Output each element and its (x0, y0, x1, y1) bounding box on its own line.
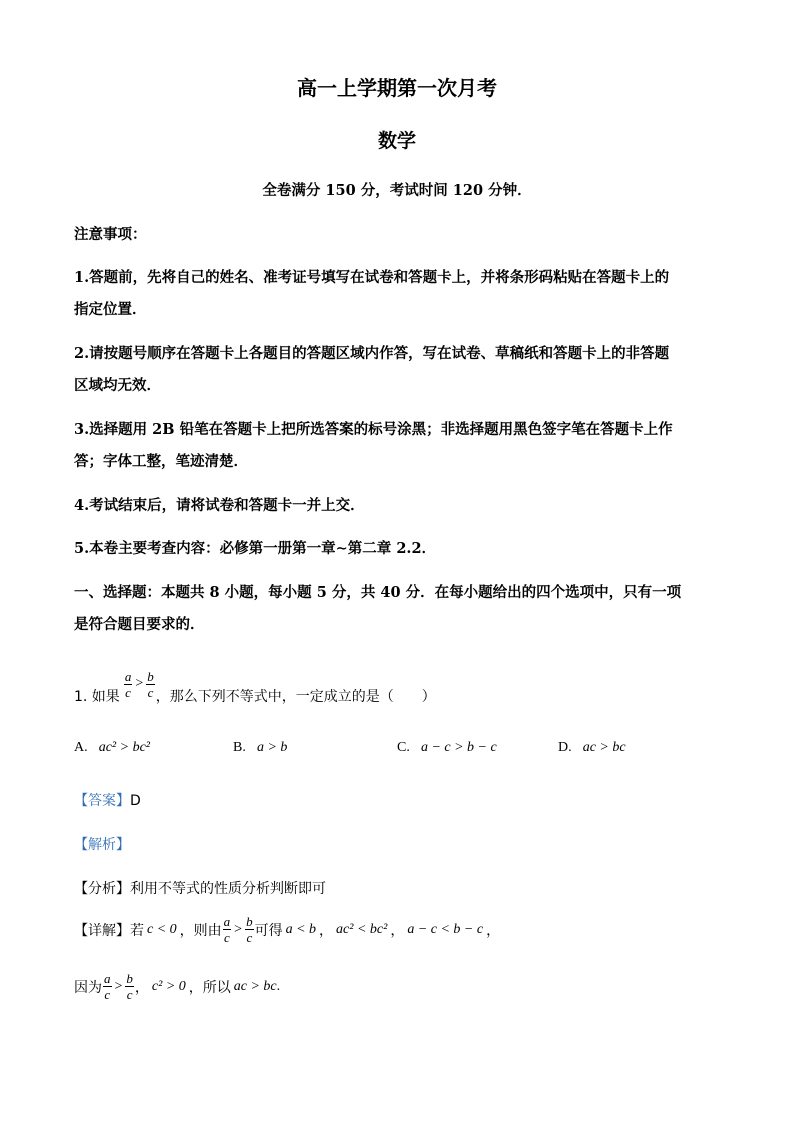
option-a: A. ac² > bc² (74, 740, 150, 755)
analysis-tag: 【解析】 (74, 837, 130, 853)
question-1-suffix: ，那么下列不等式中，一定成立的是（ ） (155, 689, 436, 705)
detail-fraction-b: $\frac{b}{c}$ (246, 914, 253, 945)
notice-item-3-line2: 答；字体工整，笔迹清楚． (74, 453, 248, 470)
notice-item-1-line1: 1.答题前，先将自己的姓名、准考证号填写在试卷和答题卡上，并将条形码粘贴在答题卡上的 (74, 269, 670, 286)
fenxi-tag: 【分析】 (74, 881, 130, 897)
option-d: D. ac > bc (558, 740, 626, 755)
notice-item-5: 5.本卷主要考查内容：必修第一册第一章∼第二章 2.2． (74, 540, 437, 557)
fraction-b-over-c: $\frac{b}{c}$ (147, 668, 154, 700)
notice-item-1-line2: 指定位置． (74, 301, 147, 318)
fenxi-line (74, 878, 326, 898)
detail-condition: c < 0 (147, 921, 177, 937)
notice-item-2-line2: 区域均无效． (74, 377, 161, 394)
because-fraction-a: $\frac{a}{c}$ (104, 971, 111, 1002)
answer-line (74, 790, 141, 810)
detail-result-1: a < b (285, 921, 317, 937)
notice-item-4: 4.考试结束后，请将试卷和答题卡一并上交． (74, 497, 365, 514)
question-1-stem (74, 662, 436, 706)
section-heading-line1: 一、选择题：本题共 8 小题，每小题 5 分，共 40 分．在每小题给出的四个选项中，只有一项 (74, 584, 682, 601)
fenxi-text: 利用不等式的性质分析判断即可 (130, 881, 326, 897)
detail-tag: 【详解】 (74, 922, 130, 939)
gt-symbol: > (135, 676, 144, 691)
detail-fraction-a: $\frac{a}{c}$ (223, 914, 231, 945)
detail-result-2: ac² < bc² (336, 921, 388, 937)
c-squared-positive: c² > 0 (151, 978, 186, 994)
notice-heading: 注意事项： (74, 226, 147, 243)
exam-info: 全卷满分 150 分，考试时间 120 分钟． (262, 182, 532, 199)
question-1-prefix: 1. 如果 (74, 689, 120, 705)
notice-item-2-line1: 2.请按题号顺序在答题卡上各题目的答题区域内作答，写在试卷、草稿纸和答题卡上的非答题 (74, 345, 670, 362)
detail-result-3: a − c < b − c (407, 921, 484, 937)
option-b: B. a > b (233, 740, 288, 755)
subject-title: 数学 (377, 130, 416, 152)
detail-line: 【详解】 若 c < 0 ，则由 $\frac{a}{c}$ > $\frac{b}{c}$ 可得 a < b ， ac² < bc² ， a − c < b − c ， (74, 914, 501, 945)
notice-item-3-line1: 3.选择题用 2B 铅笔在答题卡上把所选答案的标号涂黑；非选择题用黑色签字笔在答题卡上作 (74, 421, 673, 438)
section-heading-line2: 是符合题目要求的． (74, 616, 205, 633)
answer-value: D (130, 793, 141, 809)
final-result: ac > bc (233, 978, 277, 994)
because-fraction-b: $\frac{b}{c}$ (126, 971, 133, 1002)
exam-title: 高一上学期第一次月考 (297, 76, 497, 100)
analysis-line (74, 834, 130, 854)
option-c: C. a − c > b − c (397, 740, 497, 755)
fraction-a-over-c: $\frac{a}{c}$ (124, 668, 132, 700)
because-line: 因为 $\frac{a}{c}$ > $\frac{b}{c}$ ， c² > 0 ，所以 ac > bc . (74, 971, 281, 1002)
answer-tag: 【答案】 (74, 793, 130, 809)
